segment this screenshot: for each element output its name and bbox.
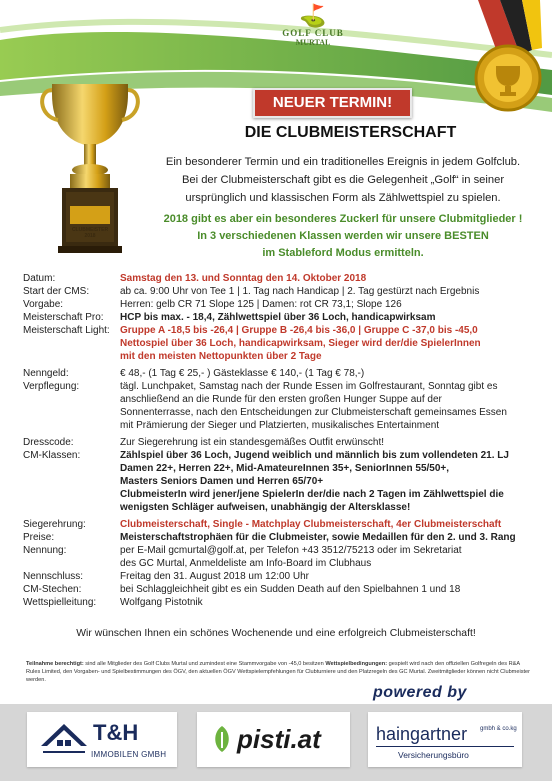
detail-row-verpflegung (23, 380, 538, 432)
fine-print-label: Wettspielbedingungen: (325, 661, 388, 667)
detail-value: bei Schlaggleichheit gibt es ein Sudden Death auf den Spielbahnen 1 und 18 (120, 584, 461, 595)
detail-label: Verpflegung: (23, 381, 80, 392)
fine-print (26, 660, 531, 685)
detail-value: Samstag den 13. und Sonntag den 14. Oktober 2018 (120, 273, 367, 284)
detail-value: Meisterschaftstrophäen für die Clubmeister, sowie Medaillen für den 2. und 3. Rang (120, 532, 516, 543)
trophy-plate-label (70, 227, 110, 239)
fine-print-label: Teilnahme berechtigt: (26, 661, 84, 667)
sponsor-haingartner[interactable] (368, 712, 522, 767)
detail-line: per E-Mail gcmurtal@golf.at, per Telefon +43 3512/75213 oder im Sekretariat (120, 545, 462, 556)
highlight-paragraph (138, 211, 548, 262)
detail-row-dresscode (23, 436, 538, 449)
detail-label: CM-Stechen: (23, 584, 82, 595)
event-details (23, 272, 538, 609)
house-icon (39, 722, 89, 756)
sponsor-th-sub: IMMOBILEN GMBH (91, 750, 167, 759)
detail-label: Nenngeld: (23, 368, 69, 379)
detail-label: Start der CMS: (23, 286, 90, 297)
sponsor-pisti-name: pisti.at (237, 724, 321, 754)
detail-row-nennschluss (23, 570, 538, 583)
detail-value: Freitag den 31. August 2018 um 12:00 Uhr (120, 571, 310, 582)
intro-line: ursprünglich und klassischen Form als Zählwettspiel zu spielen. (185, 192, 501, 204)
sponsor-haingartner-sub: Versicherungsbüro (398, 750, 469, 760)
detail-value: Zur Siegerehrung ist ein standesgemäßes Outfit erwünscht! (120, 437, 385, 448)
highlight-line: 2018 gibt es aber ein besonderes Zuckerl für unsere Clubmitglieder ! (163, 213, 523, 225)
detail-value (120, 449, 538, 514)
detail-line: Sonnenterrasse, nach den Entscheidungen zur Clubmeisterschaft gemeinsames Essen (120, 407, 507, 418)
detail-value: Wolfgang Pistotnik (120, 597, 203, 608)
sponsor-th-immobilien[interactable] (27, 712, 177, 767)
detail-line: ClubmeisterIn wird jener/jene SpielerIn der/die nach 2 Tagen im Zählwettspiel die (120, 489, 504, 500)
detail-row-light (23, 324, 538, 363)
detail-line: Zählspiel über 36 Loch, Jugend weiblich und männlich bis zum vollendeten 21. LJ (120, 450, 509, 461)
detail-line: Gruppe A -18,5 bis -26,4 | Gruppe B -26,4 bis -36,0 | Gruppe C -37,0 bis -45,0 (120, 325, 478, 336)
detail-row-pro (23, 311, 538, 324)
detail-line: des GC Murtal, Anmeldeliste am Info-Board im Clubhaus (120, 558, 372, 569)
sponsor-divider (376, 746, 514, 747)
detail-value: € 48,- (1 Tag € 25,- ) Gästeklasse € 140,- (1 Tag € 78,-) (120, 368, 365, 379)
detail-line: mit Prämierung der Sieger und Platzierten, musikalisches Entertainment (120, 420, 440, 431)
detail-value: HCP bis max. - 18,4, Zählwettspiel über 36 Loch, handicapwirksam (120, 312, 436, 323)
detail-row-stechen (23, 583, 538, 596)
intro-line: Bei der Clubmeisterschaft gibt es die Gelegenheit „Golf“ in seiner (181, 174, 505, 186)
detail-label: Meisterschaft Light: (23, 325, 110, 336)
sponsor-th-name: T&H (93, 720, 139, 745)
detail-line: Masters Seniors Damen und Herren 65/70+ (120, 476, 324, 487)
sponsor-haingartner-gmbh: gmbh & co.kg (480, 726, 517, 732)
intro-paragraph (138, 153, 548, 207)
detail-label: Dresscode: (23, 437, 74, 448)
detail-line: Nettospiel über 36 Loch, handicapwirksam, Sieger wird der/die SpielerInnen (120, 338, 481, 349)
detail-label: Datum: (23, 273, 56, 284)
detail-line: anschließend an die Runde für den ersten großen Hunger Suppe auf der (120, 394, 442, 405)
detail-line: Damen 22+, Herren 22+, Mid-AmateureInnen 35+, SeniorInnen 55/50+, (120, 463, 450, 474)
detail-row-klassen (23, 449, 538, 514)
detail-label: Nennung: (23, 545, 67, 556)
powered-by-text: powered by (373, 684, 467, 701)
logo-place-text: MURTAL (295, 38, 331, 47)
trophy-plate-line2: 2018 (84, 233, 96, 239)
detail-line: tägl. Lunchpaket, Samstag nach der Runde Essen im Golfrestaurant, Sonntag gibt es (120, 381, 498, 392)
detail-row-datum (23, 272, 538, 285)
logo-club-text: GOLF CLUB (282, 28, 344, 38)
sponsor-haingartner-name: haingartner (376, 724, 468, 744)
golf-club-logo (268, 4, 358, 47)
detail-value: Herren: gelb CR 71 Slope 125 | Damen: rot CR 73,1; Slope 126 (120, 299, 402, 310)
detail-label: CM-Klassen: (23, 450, 81, 461)
pisti-logo-icon (209, 724, 235, 754)
detail-label: Meisterschaft Pro: (23, 312, 104, 323)
golfer-icon: ⛳ (299, 3, 327, 28)
detail-row-leitung (23, 596, 538, 609)
closing-text: Wir wünschen Ihnen ein schönes Wochenende und eine erfolgreich Clubmeisterschaft! (76, 628, 476, 639)
fine-print-text: gespielt wird nach den offiziellen Golfregeln des R&A Rules Limited, den Vorgaben- und Spielbestimmungen des ÖGV, den aktuellen ÖGV Wettspielempfehlungen für Clubturniere und den Platzregeln des GC Murtal. Zweitmitglieder können nicht Clubmeister werden. (26, 661, 531, 683)
detail-value (120, 324, 538, 363)
detail-row-vorgabe (23, 298, 538, 311)
sponsor-pisti[interactable] (197, 712, 350, 767)
detail-line: mit den meisten Nettopunkten über 2 Tage (120, 351, 322, 362)
highlight-line: im Stableford Modus ermitteln. (262, 247, 424, 259)
detail-row-nennung (23, 544, 538, 570)
detail-row-nenngeld (23, 367, 538, 380)
detail-value: ab ca. 9:00 Uhr von Tee 1 | 1. Tag nach Handicap | 2. Tag gestürzt nach Ergebnis (120, 286, 480, 297)
detail-label: Wettspielleitung: (23, 597, 97, 608)
detail-label: Siegerehrung: (23, 519, 86, 530)
detail-value: Clubmeisterschaft, Single - Matchplay Clubmeisterschaft, 4er Clubmeisterschaft (120, 519, 502, 530)
detail-label: Preise: (23, 532, 55, 543)
intro-line: Ein besonderer Termin und ein traditionelles Ereignis in jedem Golfclub. (165, 156, 521, 168)
fine-print-text: sind alle Mitglieder des Golf Clubs Murtal und zumindest eine Stammvorgabe von -45,0 besitzen (85, 661, 324, 667)
detail-row-preise (23, 531, 538, 544)
detail-row-siegerehrung (23, 518, 538, 531)
detail-line: wenigsten Schläger aufweisen, unabhängig der Altersklasse! (120, 502, 411, 513)
detail-row-start (23, 285, 538, 298)
detail-value (120, 380, 538, 432)
page-title: DIE CLUBMEISTERSCHAFT (244, 124, 457, 141)
detail-label: Vorgabe: (23, 299, 64, 310)
detail-label: Nennschluss: (23, 571, 84, 582)
detail-value (120, 544, 538, 570)
trophy-plate-line1: CLUBMEISTER (71, 227, 109, 233)
highlight-line: In 3 verschiedenen Klassen werden wir unsere BESTEN (197, 230, 489, 242)
new-date-banner: NEUER TERMIN! (253, 88, 412, 118)
gold-medal-icon (430, 0, 552, 118)
